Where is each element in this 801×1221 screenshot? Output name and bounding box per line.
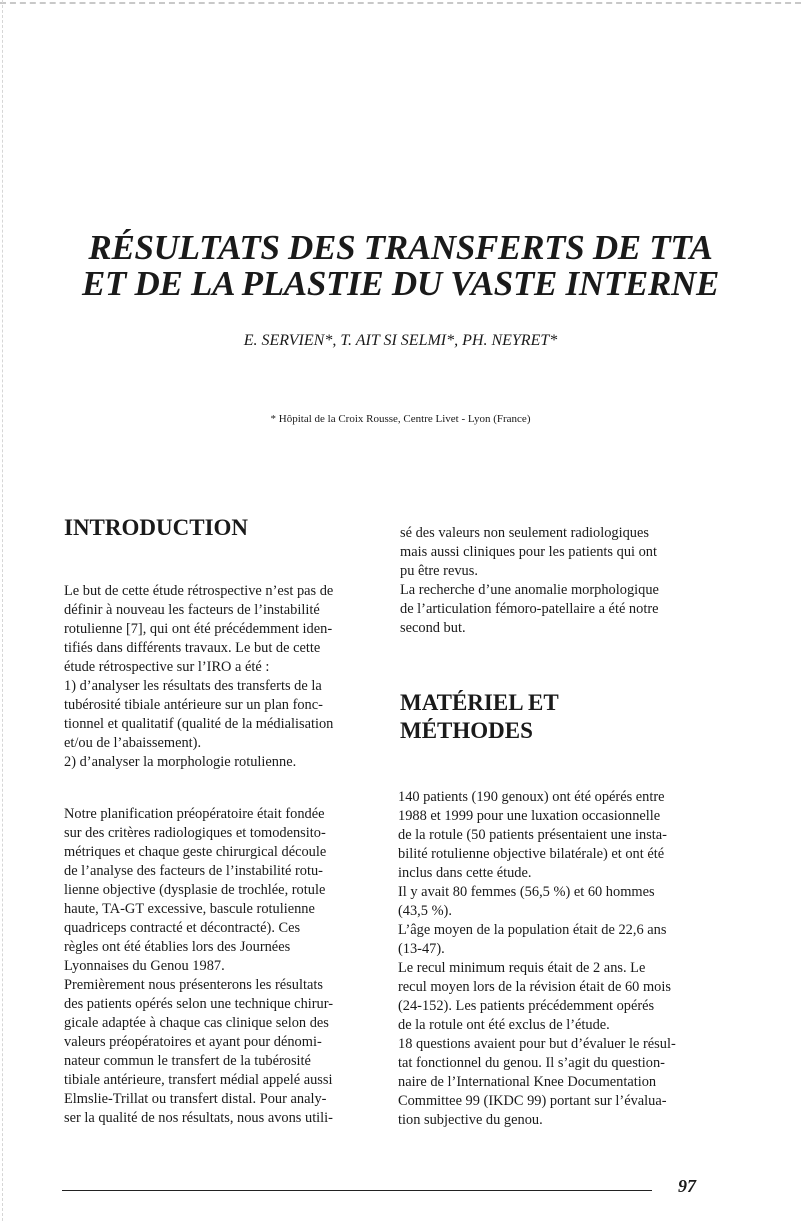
introduction-heading: INTRODUCTION	[64, 515, 249, 540]
text-line: second but.	[400, 620, 466, 636]
text-line: des patients opérés selon une technique chirur-	[64, 996, 334, 1012]
text-line: tat fonctionnel du genou. Il s’agit du question-	[398, 1055, 665, 1071]
text-line: ser la qualité de nos résultats, nous avons utili-	[64, 1110, 333, 1126]
introduction-paragraph-1	[64, 582, 377, 772]
text-line: Lyonnaises du Genou 1987.	[64, 958, 225, 974]
methods-paragraph	[398, 788, 708, 1130]
text-line: de l’articulation fémoro-patellaire a été notre	[400, 601, 659, 617]
text-line: Premièrement nous présenterons les résultats	[64, 977, 323, 993]
text-line: métriques et chaque geste chirurgical découle	[64, 844, 327, 860]
text-line: de la rotule ont été exclus de l’étude.	[398, 1017, 610, 1033]
text-line: définir à nouveau les facteurs de l’instabilité	[64, 602, 320, 618]
introduction-paragraph-2	[64, 805, 377, 1128]
text-line: gicale adaptée à chaque cas clinique selon des	[64, 1015, 329, 1031]
text-line: recul moyen lors de la révision était de 60 mois	[398, 979, 671, 995]
text-line: tibiale antérieure, transfert médial appelé aussi	[64, 1072, 333, 1088]
article-title-line-1: RÉSULTATS DES TRANSFERTS DE TTA	[88, 228, 713, 267]
text-line: rotulienne [7], qui ont été précédemment iden-	[64, 621, 333, 637]
text-line: et/ou de l’abaissement).	[64, 735, 202, 751]
page-number: 97	[678, 1176, 696, 1196]
text-line: Elmslie-Trillat ou transfert distal. Pour analy-	[64, 1091, 327, 1107]
text-line: tifiés dans différents travaux. Le but de cette	[64, 640, 321, 656]
text-line: tion subjective du genou.	[398, 1112, 543, 1128]
text-line: tionnel et qualitatif (qualité de la médialisation	[64, 716, 334, 732]
text-line: naire de l’International Knee Documentation	[398, 1074, 657, 1090]
text-line: (13-47).	[398, 941, 445, 957]
text-line: 18 questions avaient pour but d’évaluer le résul-	[398, 1036, 676, 1052]
text-line: haute, TA-GT excessive, bascule rotulienne	[64, 901, 315, 917]
text-line: 1) d’analyser les résultats des transferts de la	[64, 678, 322, 694]
text-line: 140 patients (190 genoux) ont été opérés entre	[398, 789, 665, 805]
text-line: bilité rotulienne objective bilatérale) et ont été	[398, 846, 665, 862]
text-line: pu être revus.	[400, 563, 478, 579]
authors: E. SERVIEN*, T. AIT SI SELMI*, PH. NEYRET*	[243, 332, 558, 349]
text-line: inclus dans cette étude.	[398, 865, 532, 881]
text-line: L’âge moyen de la population était de 22,6 ans	[398, 922, 667, 938]
introduction-continuation	[400, 524, 708, 638]
text-line: règles ont été établies lors des Journées	[64, 939, 291, 955]
text-line: Notre planification préopératoire était fondée	[64, 806, 325, 822]
text-line: nateur commun le transfert de la tubérosité	[64, 1053, 311, 1069]
text-line: valeurs préopératoires et ayant pour dénomi-	[64, 1034, 322, 1050]
text-line: Le but de cette étude rétrospective n’est pas de	[64, 583, 334, 599]
text-line: (24-152). Les patients précédemment opérés	[398, 998, 655, 1014]
left-edge-dashes	[2, 0, 3, 1221]
article-title-line-2: ET DE LA PLASTIE DU VASTE INTERNE	[81, 264, 720, 303]
text-line: étude rétrospective sur l’IRO a été :	[64, 659, 270, 675]
methods-heading-line-1: MATÉRIEL ET	[400, 690, 559, 715]
text-line: tubérosité tibiale antérieure sur un plan fonc-	[64, 697, 323, 713]
text-line: sur des critères radiologiques et tomodensito-	[64, 825, 326, 841]
text-line: lienne objective (dysplasie de trochlée, rotule	[64, 882, 326, 898]
text-line: Committee 99 (IKDC 99) portant sur l’évalua-	[398, 1093, 667, 1109]
text-line: La recherche d’une anomalie morphologique	[400, 582, 659, 598]
text-line: Le recul minimum requis était de 2 ans. Le	[398, 960, 646, 976]
text-line: (43,5 %).	[398, 903, 452, 919]
top-edge-dashes	[0, 2, 801, 4]
text-line: de l’analyse des facteurs de l’instabilité rotu-	[64, 863, 323, 879]
footer-rule	[62, 1190, 652, 1191]
text-line: 2) d’analyser la morphologie rotulienne.	[64, 754, 297, 770]
text-line: quadriceps contracté et décontracté). Ces	[64, 920, 301, 936]
text-line: Il y avait 80 femmes (56,5 %) et 60 hommes	[398, 884, 655, 900]
methods-heading-line-2: MÉTHODES	[400, 718, 533, 743]
affiliation: * Hôpital de la Croix Rousse, Centre Livet - Lyon (France)	[270, 413, 531, 425]
text-line: de la rotule (50 patients présentaient une insta-	[398, 827, 667, 843]
text-line: sé des valeurs non seulement radiologiques	[400, 525, 649, 541]
text-line: mais aussi cliniques pour les patients qui ont	[400, 544, 658, 560]
text-line: 1988 et 1999 pour une luxation occasionnelle	[398, 808, 661, 824]
